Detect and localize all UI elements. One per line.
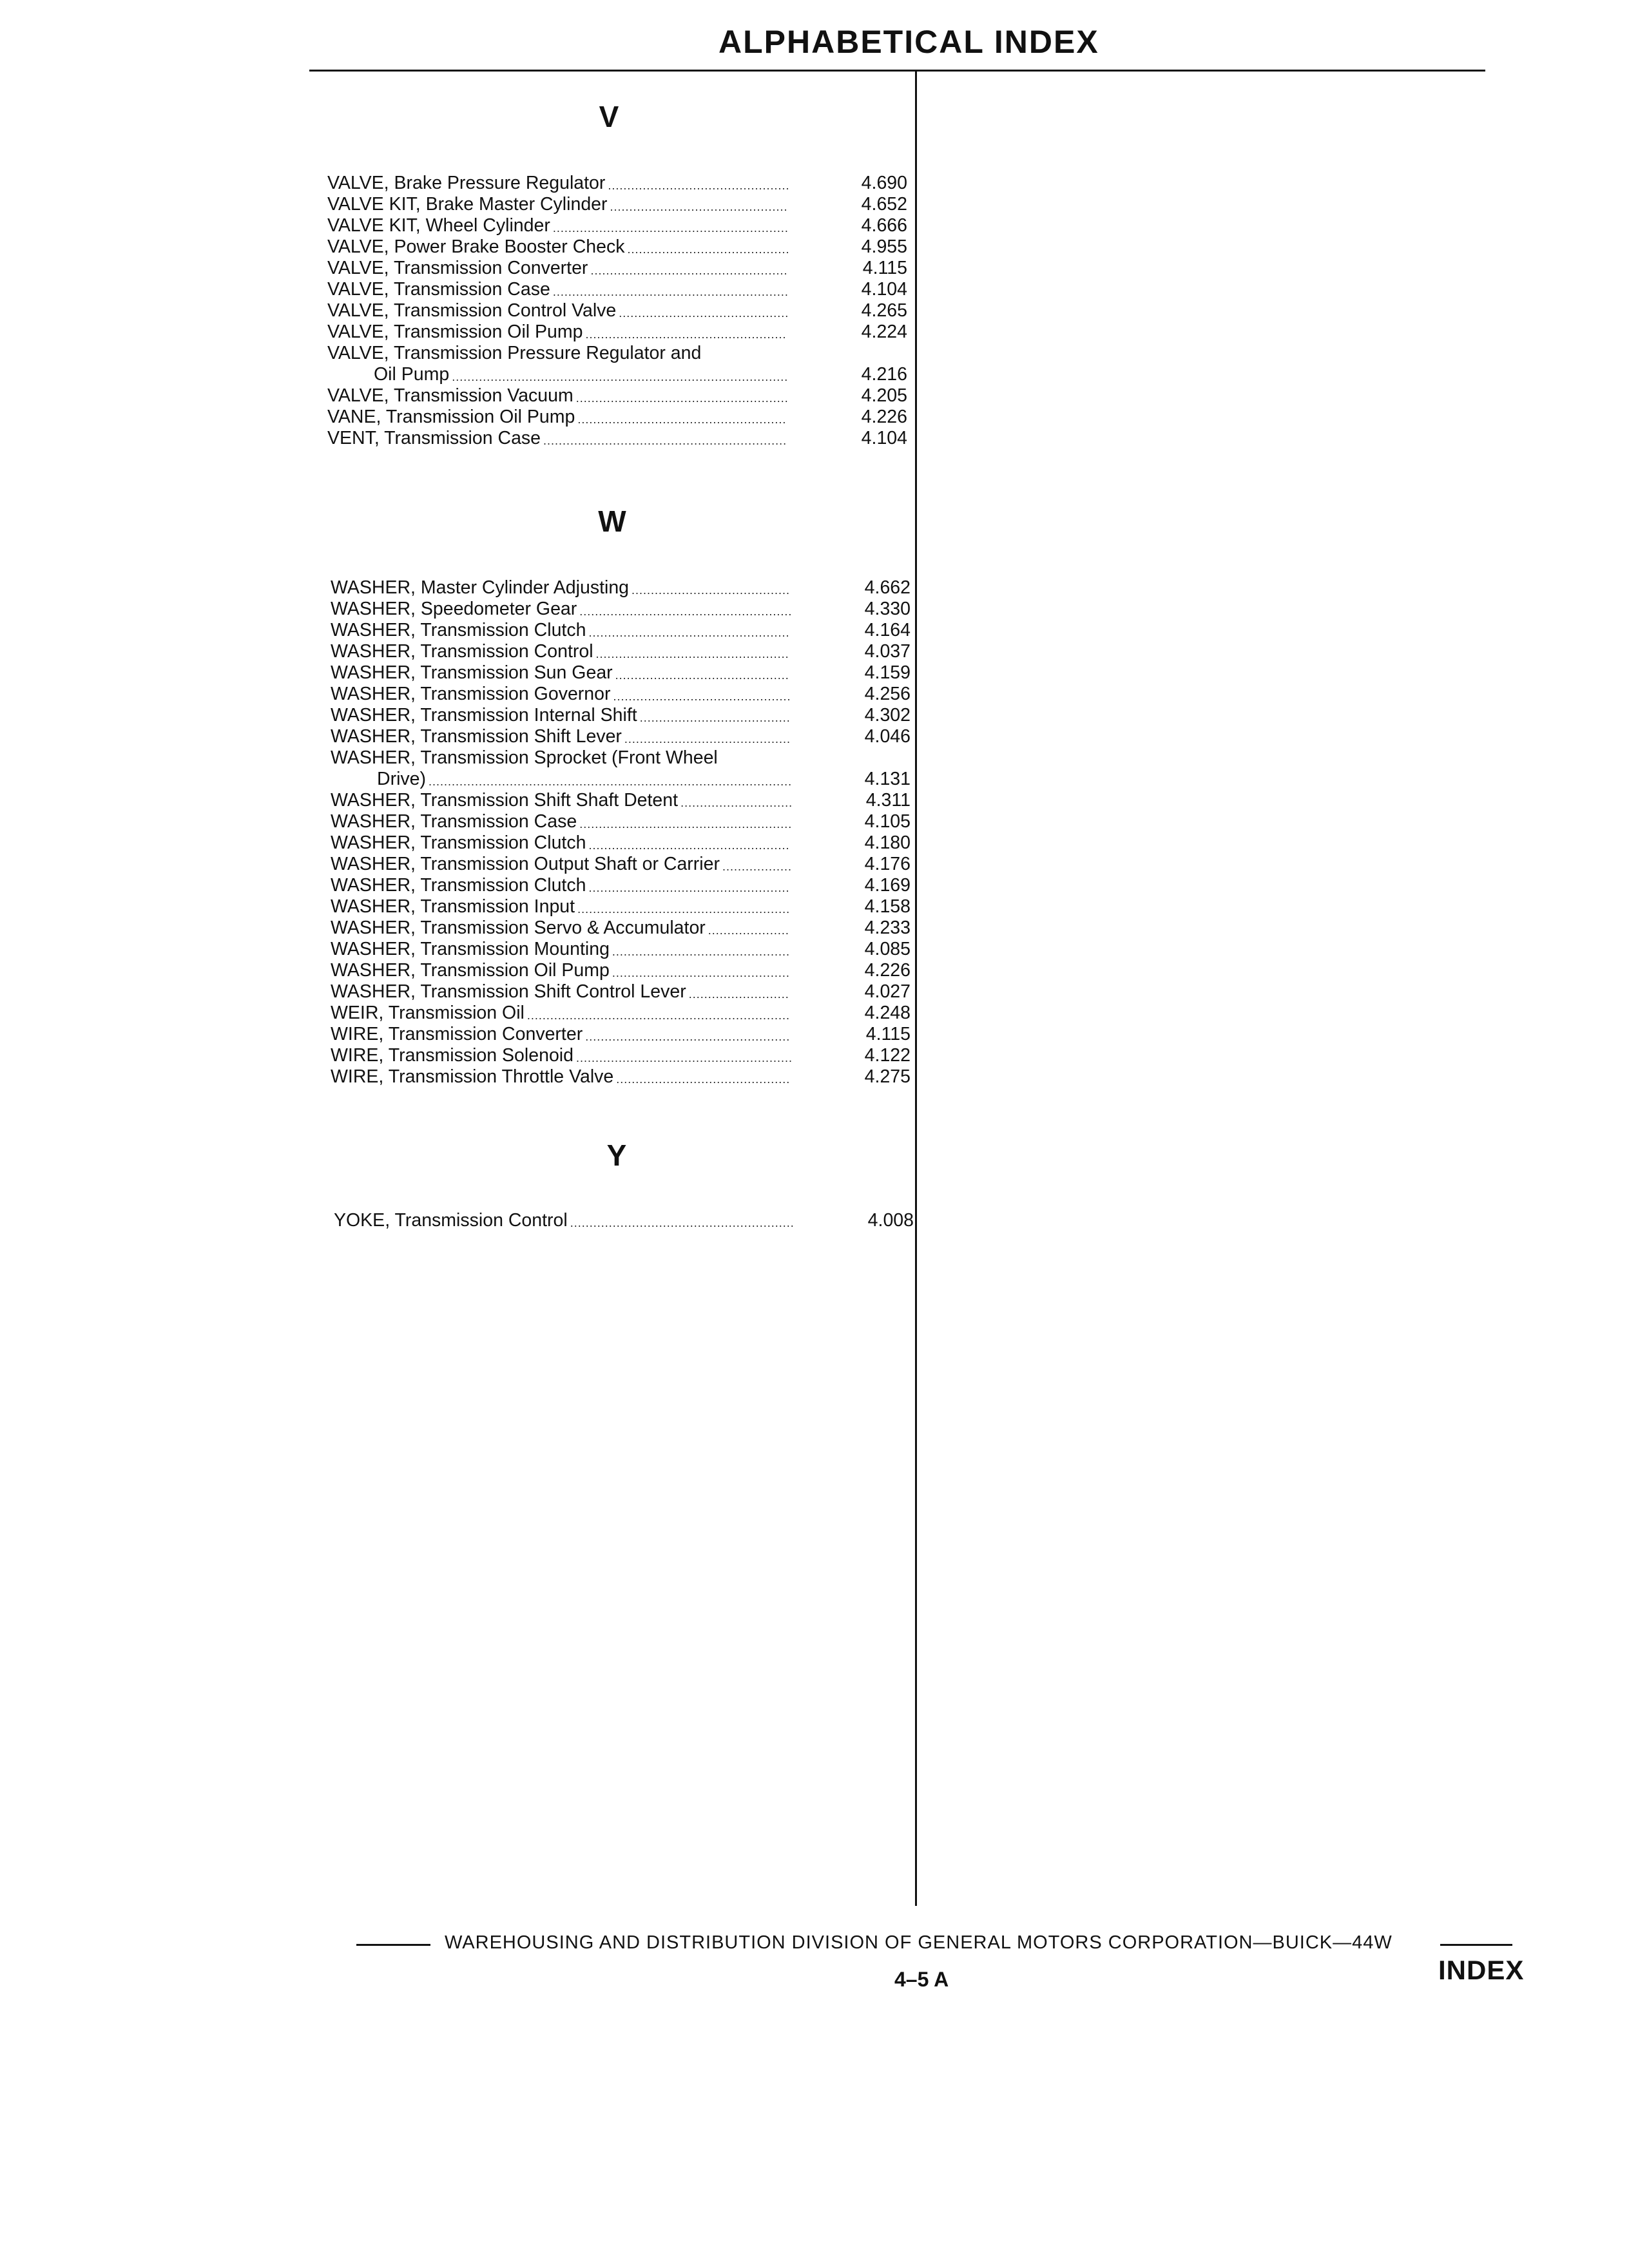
entry-page-ref: 4.115 [862, 258, 907, 278]
page-number: 4–5 A [894, 1968, 949, 1991]
index-entry [331, 599, 911, 620]
entry-name: WASHER, Transmission Sun Gear [331, 662, 613, 683]
entry-name: WASHER, Transmission Clutch [331, 832, 586, 853]
index-entry [331, 960, 911, 981]
entry-name: WASHER, Transmission Clutch [331, 620, 586, 640]
leader-dots: ....................................... [639, 711, 791, 724]
entry-name-continuation: Oil Pump [374, 364, 450, 385]
entry-page-ref: 4.662 [864, 577, 911, 598]
index-entry [327, 194, 907, 215]
entry-name: WASHER, Transmission Shift Lever [331, 726, 622, 747]
leader-dots: ..................................................... [585, 1030, 791, 1043]
entry-page-ref: 4.085 [864, 939, 911, 959]
entry-page-ref: 4.205 [861, 385, 907, 406]
entry-page-ref: 4.176 [864, 854, 911, 874]
entry-page-ref: 4.158 [864, 896, 911, 917]
entry-name: VALVE, Transmission Case [327, 279, 550, 300]
leader-dots: .............................................. [610, 200, 788, 213]
entry-page-ref: 4.666 [861, 215, 907, 236]
index-entry [331, 726, 911, 747]
leader-dots: ............................................. [615, 669, 789, 682]
entry-name: WASHER, Transmission Shift Control Lever [331, 981, 686, 1002]
index-entry [331, 896, 911, 918]
title-rule [309, 70, 1485, 72]
leader-dots: ............................. [680, 796, 793, 809]
section-v-entries [327, 173, 907, 449]
leader-dots: ............................................................... [543, 434, 787, 447]
index-entry [331, 1003, 911, 1024]
index-entry-continuation [331, 769, 911, 790]
entry-name: VALVE, Transmission Pressure Regulator and [327, 343, 702, 363]
entry-name-continuation: Drive) [377, 769, 426, 789]
entry-page-ref: 4.159 [864, 662, 911, 683]
entry-name: VANE, Transmission Oil Pump [327, 407, 575, 427]
index-entry [331, 854, 911, 875]
entry-page-ref: 4.311 [865, 790, 911, 811]
leader-dots: .............................................. [613, 690, 791, 703]
leader-dots: .............................................. [612, 945, 790, 958]
section-letter-v: V [599, 100, 619, 133]
entry-page-ref: 4.008 [867, 1210, 914, 1231]
leader-dots: ....................................................... [579, 818, 793, 831]
leader-dots: ........................................... [624, 733, 791, 745]
entry-page-ref: 4.180 [864, 832, 911, 853]
entry-page-ref: 4.955 [861, 236, 907, 257]
section-letter-y: Y [606, 1139, 627, 1172]
entry-page-ref: 4.275 [864, 1066, 911, 1087]
entry-page-ref: 4.226 [861, 407, 907, 427]
entry-page-ref: 4.690 [861, 173, 907, 193]
index-entry [331, 620, 911, 641]
entry-page-ref: 4.169 [864, 875, 911, 896]
entry-page-ref: 4.652 [861, 194, 907, 215]
entry-page-ref: 4.248 [864, 1003, 911, 1023]
entry-name: WASHER, Transmission Governor [331, 684, 611, 704]
entry-page-ref: 4.265 [861, 300, 907, 321]
entry-name: WASHER, Transmission Clutch [331, 875, 586, 896]
leader-dots: ................................................... [590, 264, 788, 277]
leader-dots: ...................................................... [577, 413, 787, 426]
entry-name: WASHER, Transmission Control [331, 641, 593, 662]
leader-dots: .................................................... [585, 328, 787, 341]
index-entry [331, 641, 911, 662]
index-entry [327, 236, 907, 258]
leader-dots: ............................................ [619, 307, 789, 320]
leader-dots: ............................................................. [552, 222, 789, 235]
entry-name: WASHER, Speedometer Gear [331, 599, 577, 619]
index-entry [331, 1066, 911, 1088]
entry-name: VALVE KIT, Brake Master Cylinder [327, 194, 608, 215]
entry-name: VALVE, Brake Pressure Regulator [327, 173, 606, 193]
index-entry [331, 684, 911, 705]
footer-rule-left [356, 1944, 430, 1946]
leader-dots: ............................................... [608, 179, 790, 192]
entry-page-ref: 4.027 [864, 981, 911, 1002]
entry-name: VALVE, Transmission Converter [327, 258, 588, 278]
leader-dots: ....................................................... [575, 392, 789, 405]
entry-page-ref: 4.330 [864, 599, 911, 619]
leader-dots: .................................................... [588, 626, 790, 639]
footer-rule-right [1440, 1944, 1512, 1946]
entry-page-ref: 4.131 [864, 769, 911, 789]
entry-page-ref: 4.115 [865, 1024, 911, 1044]
leader-dots: .................................................................... [526, 1009, 790, 1022]
leader-dots: .......................... [688, 988, 789, 1001]
entry-page-ref: 4.104 [861, 279, 907, 300]
column-divider [915, 70, 917, 1906]
leader-dots: ........................................................ [575, 1052, 793, 1064]
entry-name: WIRE, Transmission Converter [331, 1024, 583, 1044]
entry-page-ref: 4.164 [864, 620, 911, 640]
index-entry [331, 981, 911, 1003]
index-entry [327, 300, 907, 322]
entry-name: WASHER, Master Cylinder Adjusting [331, 577, 630, 598]
entry-name: WIRE, Transmission Throttle Valve [331, 1066, 614, 1087]
entry-page-ref: 4.302 [864, 705, 911, 726]
index-entry [327, 385, 907, 407]
index-entry [334, 1210, 914, 1231]
leader-dots: .......................................... [627, 243, 790, 256]
leader-dots: ....................................................... [577, 903, 791, 916]
entry-name: WASHER, Transmission Shift Shaft Detent [331, 790, 679, 811]
leader-dots: .............................................................................................. [429, 775, 793, 788]
entry-name: VALVE KIT, Wheel Cylinder [327, 215, 550, 236]
entry-name: WIRE, Transmission Solenoid [331, 1045, 574, 1066]
leader-dots: ....................................................... [579, 605, 793, 618]
entry-name: YOKE, Transmission Control [334, 1210, 568, 1231]
index-entry [331, 1024, 911, 1045]
index-entry [331, 811, 911, 832]
leader-dots: ..................... [708, 924, 789, 937]
index-entry [331, 1045, 911, 1066]
index-entry [327, 407, 907, 428]
leader-dots: .................................................... [588, 881, 790, 894]
entry-name: WASHER, Transmission Output Shaft or Carrier [331, 854, 720, 874]
leader-dots: .................................................... [588, 839, 790, 852]
entry-name: VENT, Transmission Case [327, 428, 541, 448]
section-letter-w: W [598, 505, 626, 538]
index-entry [331, 705, 911, 726]
entry-name: WASHER, Transmission Internal Shift [331, 705, 637, 726]
page-title: ALPHABETICAL INDEX [718, 24, 1099, 60]
index-entry [331, 577, 911, 599]
index-entry [331, 790, 911, 811]
index-entry [331, 662, 911, 684]
index-entry [331, 918, 911, 939]
entry-name: WASHER, Transmission Servo & Accumulator [331, 918, 706, 938]
leader-dots: .............................................. [612, 966, 790, 979]
entry-page-ref: 4.233 [864, 918, 911, 938]
footer-text: WAREHOUSING AND DISTRIBUTION DIVISION OF GENERAL MOTORS CORPORATION—BUICK—44W [445, 1932, 1393, 1953]
index-entry [331, 747, 911, 769]
leader-dots: ............................................. [616, 1073, 791, 1086]
entry-page-ref: 4.226 [864, 960, 911, 981]
leader-dots: .................................................. [595, 648, 789, 660]
index-entry [331, 939, 911, 960]
entry-name: VALVE, Transmission Control Valve [327, 300, 617, 321]
entry-name: VALVE, Transmission Vacuum [327, 385, 574, 406]
entry-page-ref: 4.216 [861, 364, 907, 385]
leader-dots: ......................................... [631, 584, 791, 597]
leader-dots: ............................................................. [552, 285, 789, 298]
index-entry [331, 832, 911, 854]
entry-page-ref: 4.046 [864, 726, 911, 747]
index-entry [327, 322, 907, 343]
section-y-entries [334, 1210, 914, 1231]
entry-page-ref: 4.037 [864, 641, 911, 662]
index-tab: INDEX [1438, 1955, 1525, 1985]
entry-name: WASHER, Transmission Input [331, 896, 575, 917]
entry-page-ref: 4.256 [864, 684, 911, 704]
section-w-entries [331, 577, 911, 1088]
entry-page-ref: 4.224 [861, 322, 907, 342]
index-entry [327, 279, 907, 300]
entry-page-ref: 4.105 [864, 811, 911, 832]
index-entry [327, 173, 907, 194]
leader-dots: .................. [722, 860, 792, 873]
entry-name: WASHER, Transmission Case [331, 811, 577, 832]
index-entry [327, 215, 907, 236]
entry-name: VALVE, Power Brake Booster Check [327, 236, 625, 257]
entry-page-ref: 4.122 [864, 1045, 911, 1066]
index-entry-continuation [327, 364, 907, 385]
entry-name: WASHER, Transmission Sprocket (Front Wheel [331, 747, 718, 768]
entry-page-ref: 4.104 [861, 428, 907, 448]
entry-name: WASHER, Transmission Oil Pump [331, 960, 610, 981]
index-entry [327, 428, 907, 449]
leader-dots: ....................................................................................... [452, 370, 789, 383]
leader-dots: .......................................................... [570, 1216, 795, 1229]
index-entry [331, 875, 911, 896]
entry-name: WEIR, Transmission Oil [331, 1003, 525, 1023]
entry-name: WASHER, Transmission Mounting [331, 939, 610, 959]
index-entry [327, 343, 907, 364]
entry-name: VALVE, Transmission Oil Pump [327, 322, 583, 342]
index-entry [327, 258, 907, 279]
